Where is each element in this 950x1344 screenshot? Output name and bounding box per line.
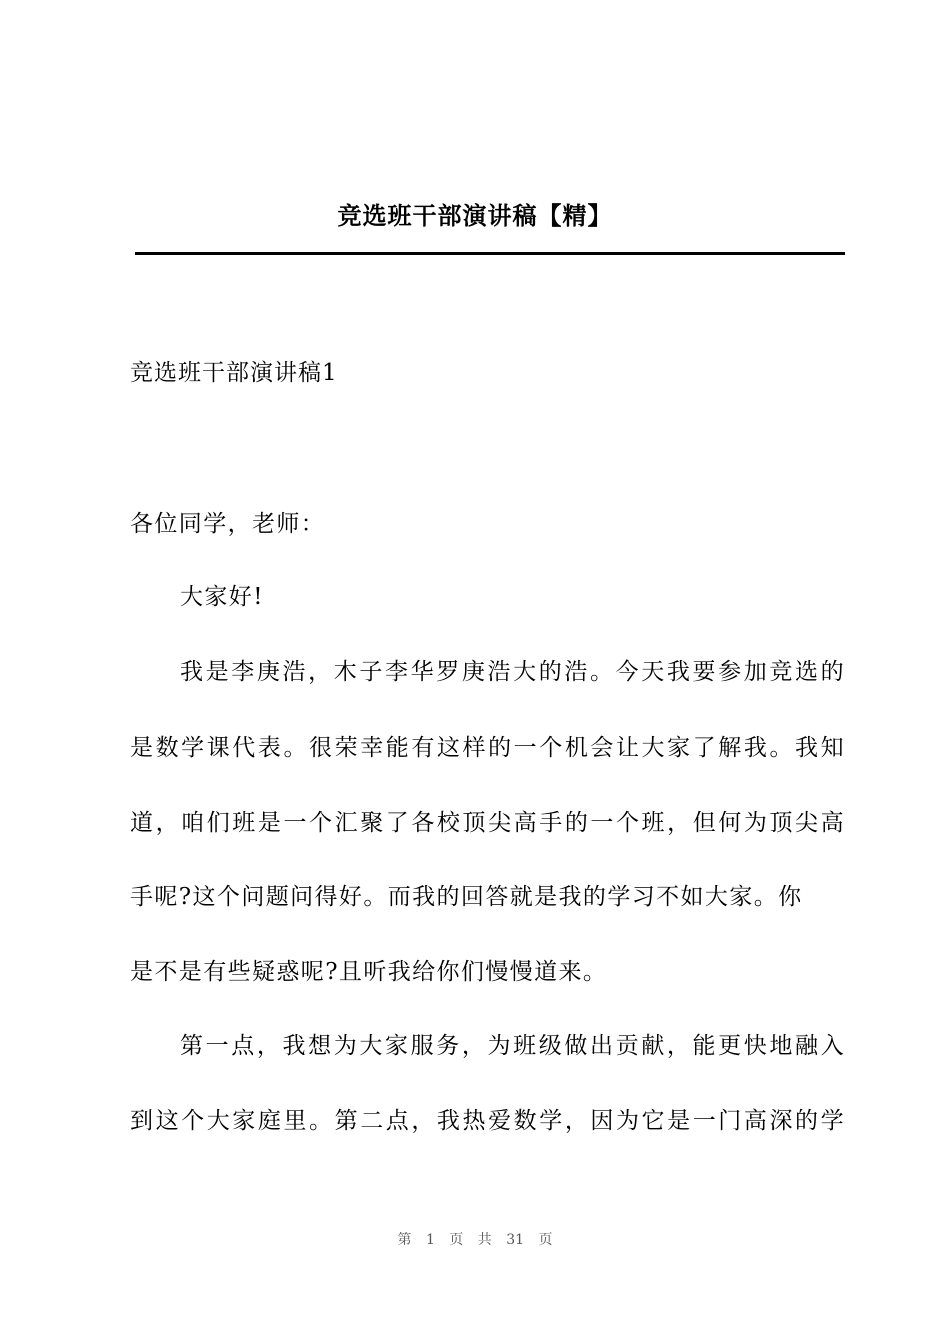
paragraph-line: 手呢?这个问题问得好。而我的回答就是我的学习不如大家。你 [130, 884, 803, 910]
section-heading: 竞选班干部演讲稿1 [130, 360, 338, 386]
salutation-line: 各位同学，老师： [130, 511, 326, 537]
greeting-line: 大家好! [180, 584, 264, 610]
paragraph-line: 道，咱们班是一个汇聚了各校顶尖高手的一个班，但何为顶尖高 [130, 810, 845, 836]
paragraph-line: 是数学课代表。很荣幸能有这样的一个机会让大家了解我。我知 [130, 735, 845, 761]
paragraph-line: 是不是有些疑惑呢?且听我给你们慢慢道来。 [130, 959, 608, 985]
paragraph-line: 第一点，我想为大家服务，为班级做出贡献，能更快地融入 [180, 1033, 845, 1059]
document-title: 竞选班干部演讲稿【精】 [337, 201, 613, 230]
page-number-footer: 第 1 页 共 31 页 [397, 1232, 553, 1248]
title-underline-rule [135, 252, 845, 255]
paragraph-line: 到这个大家庭里。第二点，我热爱数学，因为它是一门高深的学 [130, 1108, 845, 1134]
paragraph-line: 我是李庚浩，木子李华罗庚浩大的浩。今天我要参加竞选的 [180, 659, 845, 685]
